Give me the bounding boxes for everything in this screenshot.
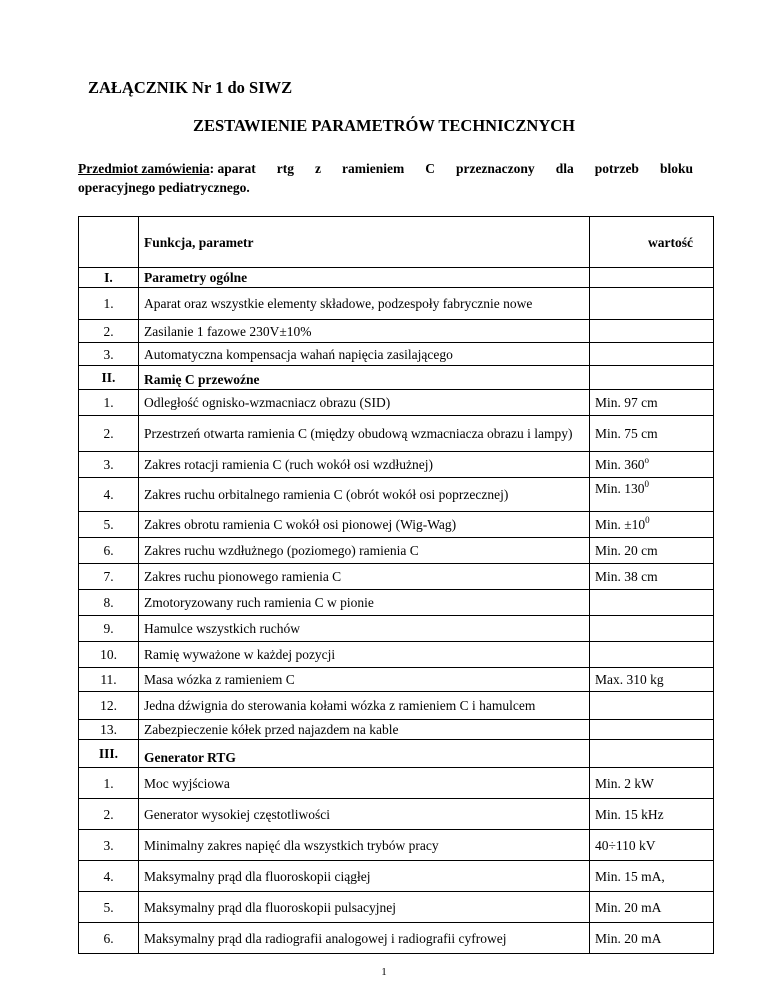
value-cell (590, 642, 714, 668)
parameter-cell: Przestrzeń otwarta ramienia C (między obudową wzmacniacza obrazu i lampy) (139, 416, 590, 452)
subject-word: ramieniem (341, 161, 405, 176)
table-row (79, 320, 714, 343)
subject-word: : aparat (209, 161, 256, 176)
value-cell (590, 720, 714, 740)
parameter-cell: Zakres ruchu pionowego ramienia C (139, 564, 590, 590)
section-title-cell: Ramię C przewoźne (139, 366, 590, 390)
value-cell (590, 343, 714, 366)
value-superscript: o (644, 455, 650, 465)
parameter-cell: Maksymalny prąd dla fluoroskopii pulsacyjnej (139, 892, 590, 923)
value-cell (590, 768, 714, 799)
parameters-table-body (79, 217, 714, 954)
value-text: Min. 20 mA (595, 930, 662, 946)
value-cell (590, 538, 714, 564)
value-cell (590, 923, 714, 954)
row-number-cell: II. (79, 366, 139, 390)
value-cell (590, 512, 714, 538)
page-number: 1 (381, 966, 387, 978)
row-number-cell: 6. (79, 538, 139, 564)
subject-word: potrzeb (594, 161, 639, 176)
subject-word: przeznaczony (455, 161, 535, 176)
row-number-cell: 9. (79, 616, 139, 642)
section-title-cell: Generator RTG (139, 740, 590, 768)
table-row (79, 692, 714, 720)
value-cell (590, 452, 714, 478)
row-number-cell: 13. (79, 720, 139, 740)
row-number-cell: 6. (79, 923, 139, 954)
row-number-cell: 1. (79, 288, 139, 320)
row-number-cell: 11. (79, 668, 139, 692)
parameters-table (78, 216, 714, 954)
row-number-cell: 8. (79, 590, 139, 616)
table-row (79, 768, 714, 799)
value-text: Min. 360 (595, 457, 645, 472)
row-number-cell: 12. (79, 692, 139, 720)
subject-line-1 (78, 159, 693, 178)
value-text: Min. 2 kW (595, 775, 654, 791)
header-value-cell: wartość (590, 217, 714, 268)
section-row (79, 268, 714, 288)
row-number-cell: 3. (79, 452, 139, 478)
value-cell (590, 616, 714, 642)
row-number-cell: 1. (79, 768, 139, 799)
value-text: Min. 130 (595, 481, 645, 496)
value-superscript: 0 (645, 515, 650, 525)
row-number-cell: I. (79, 268, 139, 288)
row-number-cell: 2. (79, 320, 139, 343)
section-row (79, 740, 714, 768)
value-text: 40÷110 kV (595, 837, 656, 853)
table-row (79, 720, 714, 740)
parameter-cell: Zabezpieczenie kółek przed najazdem na kable (139, 720, 590, 740)
value-text: Min. 97 cm (595, 395, 658, 410)
table-row (79, 288, 714, 320)
subject-word: dla (555, 161, 574, 176)
row-number-cell: III. (79, 740, 139, 768)
parameter-cell: Masa wózka z ramieniem C (139, 668, 590, 692)
parameter-cell: Hamulce wszystkich ruchów (139, 616, 590, 642)
value-cell (590, 478, 714, 512)
value-text: Min. 20 cm (595, 543, 658, 558)
table-header-row (79, 217, 714, 268)
subject-word: rtg (276, 161, 294, 176)
table-row (79, 616, 714, 642)
value-cell (590, 564, 714, 590)
value-text: Min. 38 cm (595, 569, 658, 584)
table-row (79, 416, 714, 452)
table-row (79, 478, 714, 512)
document-title: ZESTAWIENIE PARAMETRÓW TECHNICZNYCH (192, 116, 575, 135)
table-row (79, 668, 714, 692)
parameter-cell: Zasilanie 1 fazowe 230V±10% (139, 320, 590, 343)
value-text: Max. 310 kg (595, 672, 664, 687)
value-cell (590, 692, 714, 720)
table-row (79, 892, 714, 923)
value-cell (590, 590, 714, 616)
value-cell (590, 799, 714, 830)
row-number-cell: 1. (79, 390, 139, 416)
row-number-cell: 7. (79, 564, 139, 590)
section-title-cell: Parametry ogólne (139, 268, 590, 288)
parameter-cell: Jedna dźwignia do sterowania kołami wózka z ramieniem C i hamulcem (139, 692, 590, 720)
header-parameter-cell: Funkcja, parametr (139, 217, 590, 268)
row-number-cell: 3. (79, 343, 139, 366)
value-text: Min. ±10 (595, 517, 646, 532)
parameter-cell: Maksymalny prąd dla fluoroskopii ciągłej (139, 861, 590, 892)
value-text: Min. 75 cm (595, 426, 658, 441)
section-row (79, 366, 714, 390)
subject-label: Przedmiot zamówienia (78, 161, 210, 176)
row-number-cell: 2. (79, 416, 139, 452)
subject-word: bloku (659, 161, 693, 176)
value-text: Min. 20 mA (595, 899, 662, 915)
table-row (79, 452, 714, 478)
value-cell (590, 268, 714, 288)
value-cell (590, 892, 714, 923)
parameter-cell: Minimalny zakres napięć dla wszystkich trybów pracy (139, 830, 590, 861)
parameter-cell: Zakres rotacji ramienia C (ruch wokół osi wzdłużnej) (139, 452, 590, 478)
row-number-cell: 4. (79, 478, 139, 512)
row-number-cell: 5. (79, 892, 139, 923)
table-row (79, 343, 714, 366)
header-number-cell (79, 217, 139, 268)
table-row (79, 512, 714, 538)
subject-line-2: operacyjnego pediatrycznego. (78, 180, 250, 195)
parameter-cell: Moc wyjściowa (139, 768, 590, 799)
table-row (79, 799, 714, 830)
parameter-cell: Ramię wyważone w każdej pozycji (139, 642, 590, 668)
parameter-cell: Zakres ruchu wzdłużnego (poziomego) ramienia C (139, 538, 590, 564)
value-cell (590, 390, 714, 416)
table-row (79, 923, 714, 954)
table-row (79, 390, 714, 416)
value-cell (590, 740, 714, 768)
subject-label-group (78, 159, 256, 178)
subject-word: C (425, 161, 435, 176)
value-cell (590, 288, 714, 320)
table-row (79, 861, 714, 892)
table-row (79, 642, 714, 668)
table-row (79, 830, 714, 861)
annex-heading: ZAŁĄCZNIK Nr 1 do SIWZ (88, 78, 293, 97)
row-number-cell: 3. (79, 830, 139, 861)
row-number-cell: 2. (79, 799, 139, 830)
parameter-cell: Odległość ognisko-wzmacniacz obrazu (SID) (139, 390, 590, 416)
value-cell (590, 668, 714, 692)
value-superscript: 0 (644, 479, 650, 489)
parameter-cell: Zakres ruchu orbitalnego ramienia C (obrót wokół osi poprzecznej) (139, 478, 590, 512)
subject-paragraph (78, 159, 693, 197)
parameter-cell: Zakres obrotu ramienia C wokół osi pionowej (Wig-Wag) (139, 512, 590, 538)
table-row (79, 538, 714, 564)
value-cell (590, 416, 714, 452)
parameter-cell: Automatyczna kompensacja wahań napięcia zasilającego (139, 343, 590, 366)
value-cell (590, 366, 714, 390)
parameter-cell: Zmotoryzowany ruch ramienia C w pionie (139, 590, 590, 616)
parameter-cell: Aparat oraz wszystkie elementy składowe, podzespoły fabrycznie nowe (139, 288, 590, 320)
row-number-cell: 5. (79, 512, 139, 538)
value-cell (590, 320, 714, 343)
value-cell (590, 861, 714, 892)
parameter-cell: Maksymalny prąd dla radiografii analogowej i radiografii cyfrowej (139, 923, 590, 954)
table-row (79, 564, 714, 590)
parameter-cell: Generator wysokiej częstotliwości (139, 799, 590, 830)
value-cell (590, 830, 714, 861)
value-text: Min. 15 mA, (595, 868, 665, 884)
row-number-cell: 4. (79, 861, 139, 892)
subject-word: z (314, 161, 321, 176)
value-text: Min. 15 kHz (595, 806, 664, 822)
table-row (79, 590, 714, 616)
row-number-cell: 10. (79, 642, 139, 668)
